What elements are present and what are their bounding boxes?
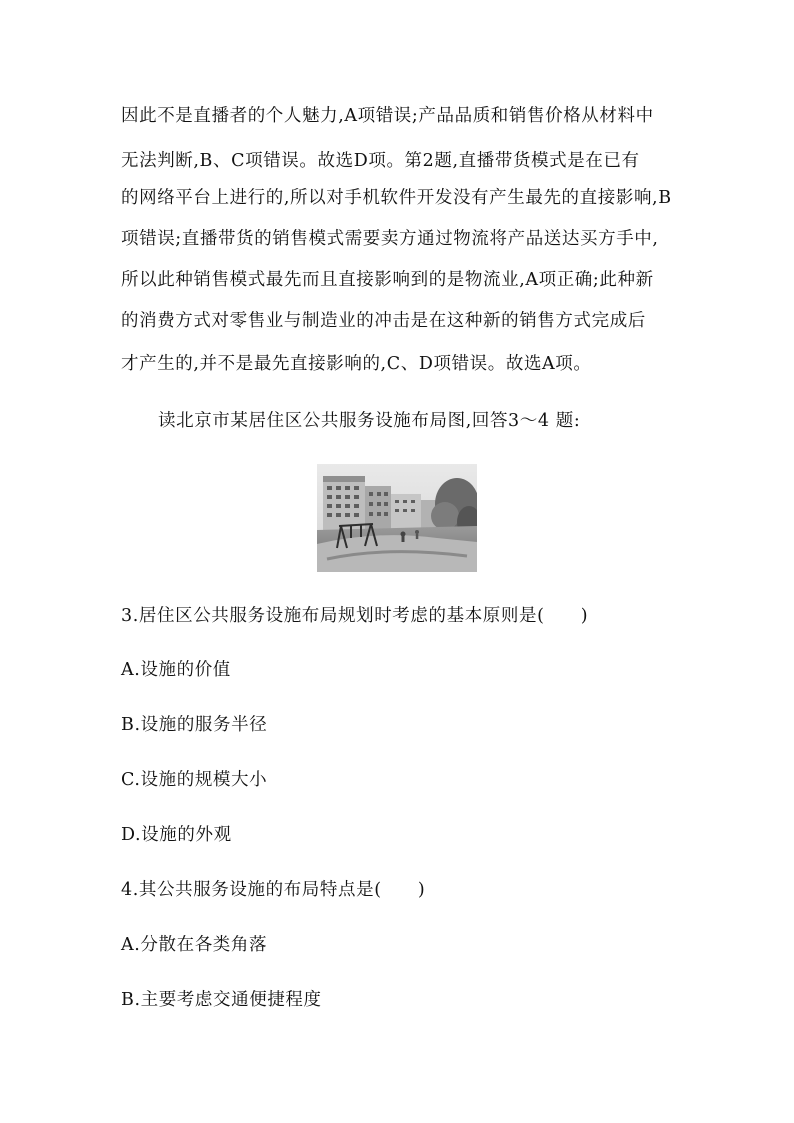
question-3-stem: 3.居住区公共服务设施布局规划时考虑的基本原则是( ) — [121, 606, 589, 626]
explanation-line: 的网络平台上进行的,所以对手机软件开发没有产生最先的直接影响,B — [121, 188, 672, 208]
question-4-option-b: B.主要考虑交通便捷程度 — [121, 990, 322, 1010]
question-3-option-b: B.设施的服务半径 — [121, 715, 268, 735]
explanation-line: 无法判断,B、C项错误。故选D项。第2题,直播带货模式是在已有 — [121, 151, 640, 171]
question-3-option-a: A.设施的价值 — [121, 660, 231, 680]
explanation-line: 的消费方式对零售业与制造业的冲击是在这种新的销售方式完成后 — [121, 311, 646, 331]
question-4-stem: 4.其公共服务设施的布局特点是( ) — [121, 880, 426, 900]
question-intro: 读北京市某居住区公共服务设施布局图,回答3～4 题: — [158, 411, 581, 431]
question-3-option-d: D.设施的外观 — [121, 825, 232, 845]
explanation-line: 才产生的,并不是最先直接影响的,C、D项错误。故选A项。 — [121, 354, 592, 374]
question-4-option-a: A.分散在各类角落 — [121, 935, 268, 955]
question-3-option-c: C.设施的规模大小 — [121, 770, 268, 790]
explanation-line: 所以此种销售模式最先而且直接影响到的是物流业,A项正确;此种新 — [121, 270, 654, 290]
explanation-line: 项错误;直播带货的销售模式需要卖方通过物流将产品送达买方手中, — [121, 229, 659, 249]
residential-area-photo — [317, 464, 477, 572]
explanation-line: 因此不是直播者的个人魅力,A项错误;产品品质和销售价格从材料中 — [121, 106, 654, 126]
